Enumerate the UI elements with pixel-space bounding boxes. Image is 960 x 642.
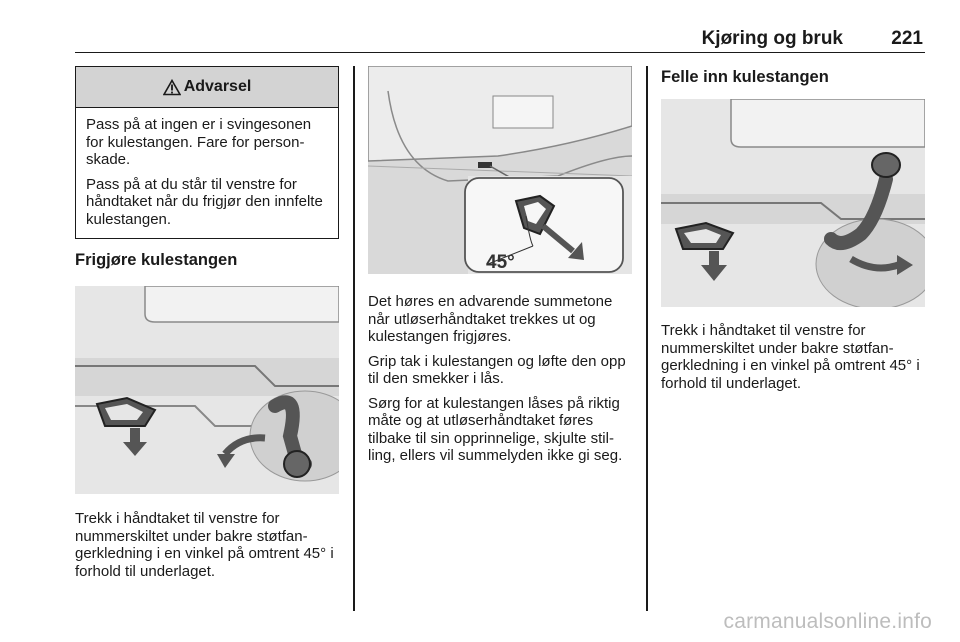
warning-box	[75, 66, 339, 239]
middle-text	[368, 293, 632, 465]
warning-header	[76, 67, 338, 108]
column-right	[661, 66, 925, 399]
column-left	[75, 66, 339, 587]
fold-caption: Trekk i håndtaket til venstre for nummerskiltet under bakre støtfangerkledning i en vinkel på omtrent 45° i forhold til underlaget.	[661, 322, 920, 392]
warning-text: Pass på at ingen er i svingesonen for kulestangen. Fare for personskade.	[86, 116, 312, 168]
column-middle	[368, 66, 632, 472]
watermark: carmanualsonline.info	[723, 610, 932, 633]
release-caption: Trekk i håndtaket til venstre for nummerskiltet under bakre støtfangerkledning i en vinkel på omtrent 45° i forhold til underlaget.	[75, 510, 334, 580]
angle-label: 45°	[486, 252, 515, 273]
column-divider	[646, 66, 648, 611]
release-illustration	[75, 286, 339, 494]
warning-triangle-icon	[163, 79, 181, 96]
column-divider	[353, 66, 355, 611]
middle-paragraph: Sørg for at kulestangen låses på riktig måte og at utløserhåndtaket føres tilbake til sin opprinnelige, skjulte stilling, ellers vil summelyden ikke gi seg.	[368, 394, 623, 464]
fold-illustration	[661, 99, 925, 307]
release-heading: Frigjøre kulestangen	[75, 251, 238, 269]
section-title: Kjøring og bruk	[701, 28, 843, 49]
page-number: 221	[891, 28, 923, 49]
page-header	[75, 24, 925, 53]
bumper-illustration	[368, 66, 632, 274]
warning-body	[76, 108, 338, 238]
fold-heading: Felle inn kulestangen	[661, 68, 829, 86]
warning-title: Advarsel	[183, 78, 252, 95]
middle-paragraph: Det høres en advarende summetone når utløserhåndtaket trekkes ut og kulestangen frigjøres.	[368, 293, 613, 345]
warning-text: Pass på at du står til venstre for håndtaket når du frigjør den innfelte kulestangen.	[86, 175, 323, 228]
middle-paragraph: Grip tak i kulestangen og løfte den opp til den smekker i lås.	[368, 352, 626, 387]
